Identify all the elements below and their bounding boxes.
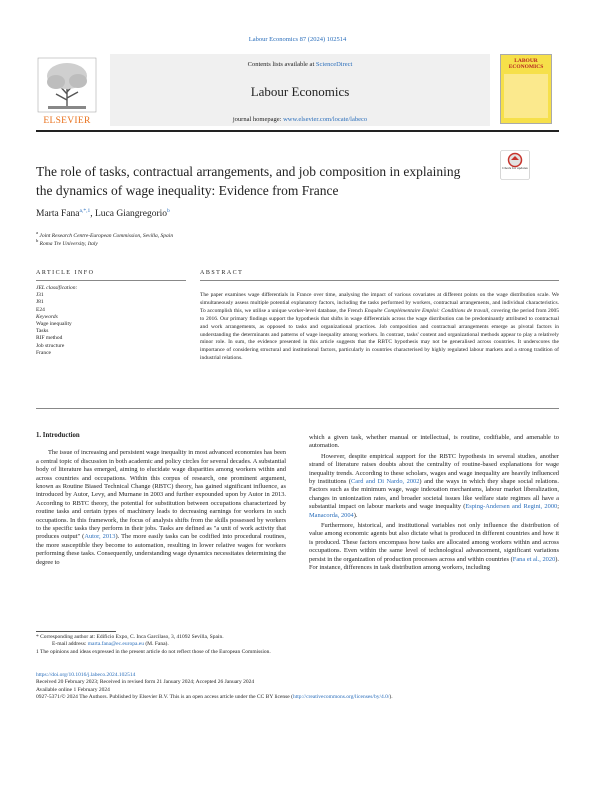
check-for-updates-icon[interactable] (500, 150, 530, 180)
abstract-text: The paper examines wage differentials in France over time, analysing the impact of various covariates at different points on the wage distribution scale. We simultaneously assess multiple potential explanatory factors, including the tasks performed by workers, contractual arrangements, and individual characteristics. To accomplish this, we utilise a unique worker-level database, the French Enquête Complémentaire Emploi: Conditions de travail, covering the period from 2005 to 2016. Our primary findings support the hypothesis that shifts in wage differentials across the wage distribution can be predominantly attributed to contractual and work arrangements, as opposed to tasks and organizational practices. Job composition and contractual arrangements emerge as pivotal factors in understanding the determinants and patterns of wage inequality among workers. In contrast, tasks' content and organizational methods appear to play a relatively minor role. In sum, the evidence presented in this article suggests that the RBTC hypothesis may not be generalised across countries. It underscores the importance of considering structural and institutional factors, particularly in countries characterised by highly regulated labour markets and a strong tradition of industrial relations. (200, 292, 560, 362)
journal-cover-thumbnail (500, 54, 552, 124)
author-name: Marta Fana (36, 209, 80, 220)
contents-available: Contents lists available at ScienceDirect (247, 61, 353, 68)
paragraph: which a given task, whether manual or intellectual, is routine, codifiable, and amenable to automation. (309, 434, 559, 450)
journal-homepage: journal homepage: www.elsevier.com/locate/labeco (232, 116, 368, 123)
license-statement: 0927-5371/© 2024 The Authors. Published by Elsevier B.V. This is an open access article under the CC BY license (http://creativecommons.org/licenses/by/4.0/). (36, 694, 393, 701)
header-rule (36, 130, 559, 132)
citation-link[interactable]: Manacorda, 2004 (309, 511, 354, 519)
paragraph: The issue of increasing and persistent wage inequality in most advanced economies has been a central topic of discussion in both academic and policy circles for several decades. A substantial body of literature has emerged, aiming to elucidate wage disparities among workers within and across countries and occupations. Within this corpus of research, one prominent argument, known as Routine Biased Technical Change (RBTC) theory, has gained significant influence, as introduced by Autor, Levy, and Murnane in 2003 and further expounded upon by Autor in 2013. According to RBTC theory, the potential for substitution between occupations characterized by routine tasks and certain types of machinery leads to decreasing earnings for workers in such occupations. In this framework, the focus of analysis shifts from the skills possessed by workers to the specific tasks they perform in their jobs. Tasks are defined as "a unit of work activity that produces output" (Autor, 2013). The more easily tasks can be codified into procedural routines, the more susceptible they become to automation, resulting in lower relative wages for workers performing these tasks. Consequently, understanding wage dynamics necessitates determining the degree to (36, 449, 286, 566)
publisher-wordmark: ELSEVIER (43, 116, 91, 126)
available-online: Available online 1 February 2024 (36, 686, 110, 693)
doi-link[interactable]: https://doi.org/10.1016/j.labeco.2024.102514 (36, 672, 136, 678)
body-column-right (309, 434, 559, 573)
author-name: Luca Giangregorio (94, 209, 167, 220)
article-info-heading: ARTICLE INFO (36, 270, 95, 276)
jel-code: J81 (36, 299, 44, 306)
frontmatter-bottom-rule (36, 408, 559, 409)
jel-code: E24 (36, 306, 45, 313)
footnote-corresponding: * Corresponding author at: Edificio Expo, C. Inca Garcilaso, 3, 41092 Sevilla, Spain. (36, 634, 224, 640)
citation-link[interactable]: Fana et al., 2020 (512, 555, 556, 563)
cover-image (504, 74, 548, 118)
footnote-disclaimer: 1 The opinions and ideas expressed in the present article do not reflect those of the European Commission. (36, 648, 271, 655)
keyword: Job structure (36, 342, 65, 349)
license-link[interactable]: http://creativecommons.org/licenses/by/4.0/ (292, 694, 390, 701)
keyword: Tasks (36, 328, 49, 335)
citation-link[interactable]: Card and Di Nardo, 2002 (350, 478, 420, 486)
homepage-link[interactable]: www.elsevier.com/locate/labeco (283, 116, 368, 123)
publication-details (36, 672, 559, 702)
sciencedirect-link[interactable]: ScienceDirect (315, 61, 353, 68)
journal-reference[interactable]: Labour Economics 87 (2024) 102514 (248, 36, 347, 43)
check-for-updates-label: Check for updates (502, 166, 528, 170)
paragraph: However, despite empirical support for the RBTC hypothesis in several studies, another strand of literature raises doubts about the centrality of routine-based explanations for wage inequality trends. According to these scholars, wages and wage inequality are heavily influenced by institutions (Card and Di Nardo, 2002) and the ways in which they shape social relations. Factors such as the minimum wage, wage indexation mechanisms, labour market liberalization, changes in unionization rates, and broader societal issues like welfare state regimes all have a substantial impact on labour markets and wage inequality (Esping-Andersen and Regini, 2000; Manacorda, 2004). (309, 452, 560, 519)
jel-label: JEL classification: (36, 285, 78, 291)
citation-link[interactable]: Autor, 2013 (84, 533, 116, 541)
keyword: France (36, 349, 51, 356)
affiliation: $^b$ Roma Tre University, Italy (36, 238, 98, 247)
keyword: Wage inequality (36, 321, 72, 328)
abstract-heading: ABSTRACT (200, 270, 244, 276)
paragraph: Furthermore, historical, and institutional variables not only influence the distribution of value among economic agents but also dictate what is produced in different countries and how it is produced. These factors encompass how tasks are allocated among workers within and across occupations. Even within the same level of technological advancement, significant variations persist in the organization of production processes across and within countries (Fana et al., 2020). For instance, differences in task distribution among workers, including (309, 522, 559, 572)
footnote-rule (36, 631, 116, 632)
section-heading: 1. Introduction (36, 432, 80, 439)
jel-code: J31 (36, 292, 44, 299)
author-affiliation-marker[interactable]: b (167, 208, 170, 214)
article-info-rule (36, 280, 186, 281)
cover-title: LABOUR ECONOMICS (508, 58, 544, 70)
footnote-email: E-mail address: marta.fana@ec.europa.eu (M. Fana). (52, 641, 169, 648)
author-list: Marta Fana$^{a,*,1}$, Luca Giangregorio$^b$ (36, 208, 170, 220)
author-affiliation-marker[interactable]: a,*,1 (79, 208, 91, 214)
article-info-block (36, 285, 186, 357)
email-link[interactable]: marta.fana@ec.europa.eu (87, 641, 144, 648)
keyword: RIF method (36, 335, 63, 342)
footnotes (36, 634, 559, 656)
article-title: The role of tasks, contractual arrangements, and job composition in explaining the dynamics of wage inequality: Evidence from France (36, 164, 461, 198)
body-column-left (36, 432, 286, 567)
affiliation: $^a$ Joint Research Centre-European Commission, Sevilla, Spain (36, 230, 174, 239)
abstract-rule (200, 280, 559, 281)
citation-link[interactable]: Esping-Andersen and Regini, 2000 (465, 503, 558, 511)
keywords-label: Keywords (36, 313, 58, 320)
journal-title: Labour Economics (250, 84, 350, 99)
received-dates: Received 20 February 2023; Received in revised form 21 January 2024; Accepted 26 January 2024 (36, 679, 255, 686)
